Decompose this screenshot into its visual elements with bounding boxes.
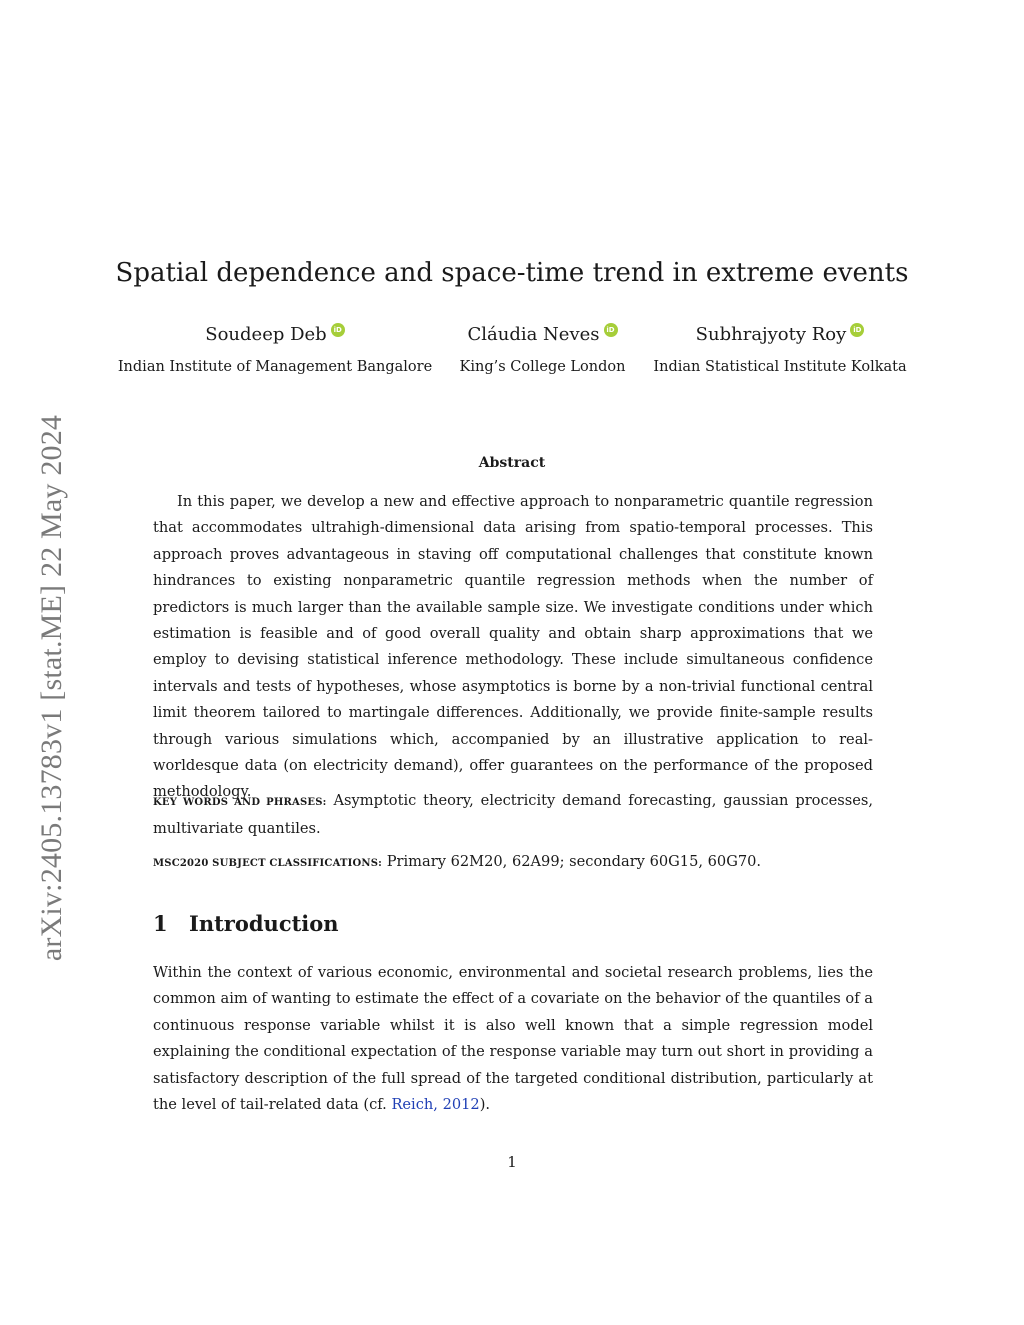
- author-affiliation: Indian Institute of Management Bangalore: [117, 359, 433, 375]
- msc-label: MSC2020 SUBJECT CLASSIFICATIONS:: [153, 858, 383, 869]
- section-number: 1: [153, 911, 168, 936]
- author-block: [117, 323, 433, 375]
- author-name-row: [467, 323, 617, 345]
- abstract-text: In this paper, we develop a new and effective approach to nonparametric quantile regression that accommodates ultrahigh-dimensional data arising from spatio-temporal processes. This approach proves advantageous in staving off computational challenges that constitute known hindrances to existing nonparametric quantile regression methods when the number of predictors is much larger than the available sample size. We investigate conditions under which estimation is feasible and of good overall quality and obtain sharp approximations that we employ to devising statistical inference methodology. These include simultaneous confidence intervals and tests of hypotheses, whose asymptotics is borne by a non-trivial functional central limit theorem tailored to martingale differences. Additionally, we provide finite-sample results through various simulations which, accompanied by an illustrative application to real-worldesque data (on electricity demand), offer guarantees on the performance of the proposed methodology.: [153, 493, 873, 801]
- keywords-text: Asymptotic theory, electricity demand forecasting, gaussian processes, multivariate quantiles.: [153, 792, 874, 838]
- paper-title: Spatial dependence and space-time trend in extreme events: [115, 258, 909, 288]
- author-name-row: [696, 323, 865, 345]
- author-name: Soudeep Deb: [205, 323, 327, 345]
- msc-text: Primary 62M20, 62A99; secondary 60G15, 60G70.: [386, 853, 762, 870]
- introduction-text: [153, 960, 873, 1118]
- keywords-label: KEY WORDS AND PHRASES:: [153, 797, 327, 808]
- author-block: [653, 323, 907, 375]
- orcid-icon[interactable]: iD: [331, 323, 345, 337]
- author-block: [450, 323, 635, 375]
- author-name-row: [205, 323, 344, 345]
- abstract-heading: Abstract: [478, 455, 546, 471]
- intro-paragraph: Within the context of various economic, environmental and societal research problems, lies the common aim of wanting to estimate the effect of a covariate on the behavior of the quantiles of a continuous response variable whilst it is also well known that a simple regression model explaining the conditional expectation of the response variable may turn out short in providing a satisfactory description of the full spread of the targeted conditional distribution, particularly at the level of tail-related data (cf.: [153, 964, 873, 1114]
- citation-link[interactable]: Reich, 2012: [391, 1096, 480, 1114]
- arxiv-stamp: arXiv:2405.13783v1 [stat.ME] 22 May 2024: [35, 414, 68, 962]
- author-affiliation: Indian Statistical Institute Kolkata: [653, 359, 907, 375]
- orcid-icon[interactable]: iD: [850, 323, 864, 337]
- keywords: [153, 788, 873, 843]
- msc-classifications: [153, 849, 873, 877]
- author-name: Cláudia Neves: [467, 323, 600, 345]
- section-title: Introduction: [189, 911, 339, 936]
- author-affiliation: King’s College London: [459, 359, 626, 375]
- author-name: Subhrajyoty Roy: [695, 323, 847, 345]
- intro-paragraph-end: ).: [479, 1096, 491, 1114]
- section-heading: [153, 911, 339, 936]
- orcid-icon[interactable]: iD: [604, 323, 618, 337]
- page-number: 1: [507, 1153, 517, 1171]
